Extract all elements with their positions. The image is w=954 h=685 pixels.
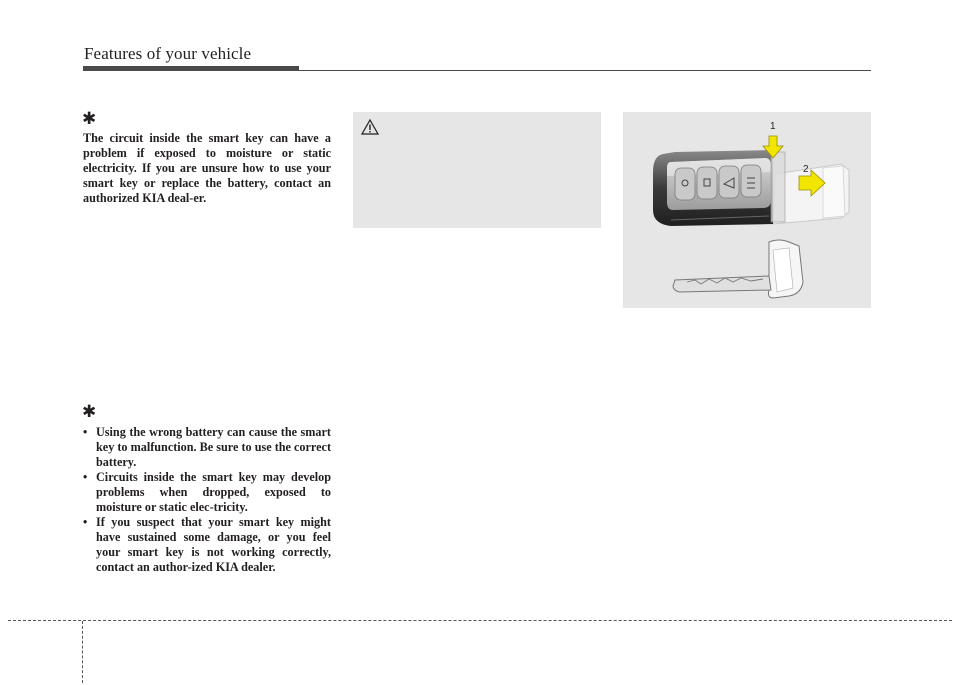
figure-label-2: 2	[803, 164, 809, 175]
lock-button-icon	[675, 168, 695, 200]
battery-notes-list	[83, 425, 331, 575]
list-item: • Using the wrong battery can cause the smart key to malfunction. Be sure to use the correct battery.	[83, 425, 331, 469]
footer-vertical-dashed-rule	[82, 621, 83, 683]
list-item: • If you suspect that your smart key might have sustained some damage, or you feel your smart key is not working correctly, contact an author-ized KIA dealer.	[83, 515, 331, 574]
bullet-dot: •	[83, 425, 88, 439]
smart-key-illustration	[623, 112, 871, 308]
unlock-button-icon	[697, 167, 717, 199]
panic-button-icon	[741, 165, 761, 197]
bullet-dot: •	[83, 515, 88, 529]
bullet-dot: •	[83, 470, 88, 484]
smart-key-figure	[623, 112, 871, 308]
warning-triangle-icon	[361, 119, 379, 135]
page-header-title: Features of your vehicle	[84, 44, 252, 63]
mechanical-key	[673, 240, 803, 298]
header-rule	[83, 70, 871, 71]
figure-label-1: 1	[770, 121, 776, 132]
smart-key-fob	[653, 150, 785, 226]
note-star-icon: ✱	[82, 109, 97, 129]
note-star-icon: ✱	[82, 402, 97, 422]
note-smart-key-circuit: The circuit inside the smart key can have a problem if exposed to moisture or static electricity. If you are unsure how to use your smart key or replace the battery, contact an authorized KIA deal-er.	[83, 131, 331, 205]
warning-box	[353, 112, 601, 228]
footer-dashed-rule	[8, 620, 952, 621]
list-item: • Circuits inside the smart key may develop problems when dropped, exposed to moisture or static elec-tricity.	[83, 470, 331, 514]
trunk-button-icon	[719, 166, 739, 198]
